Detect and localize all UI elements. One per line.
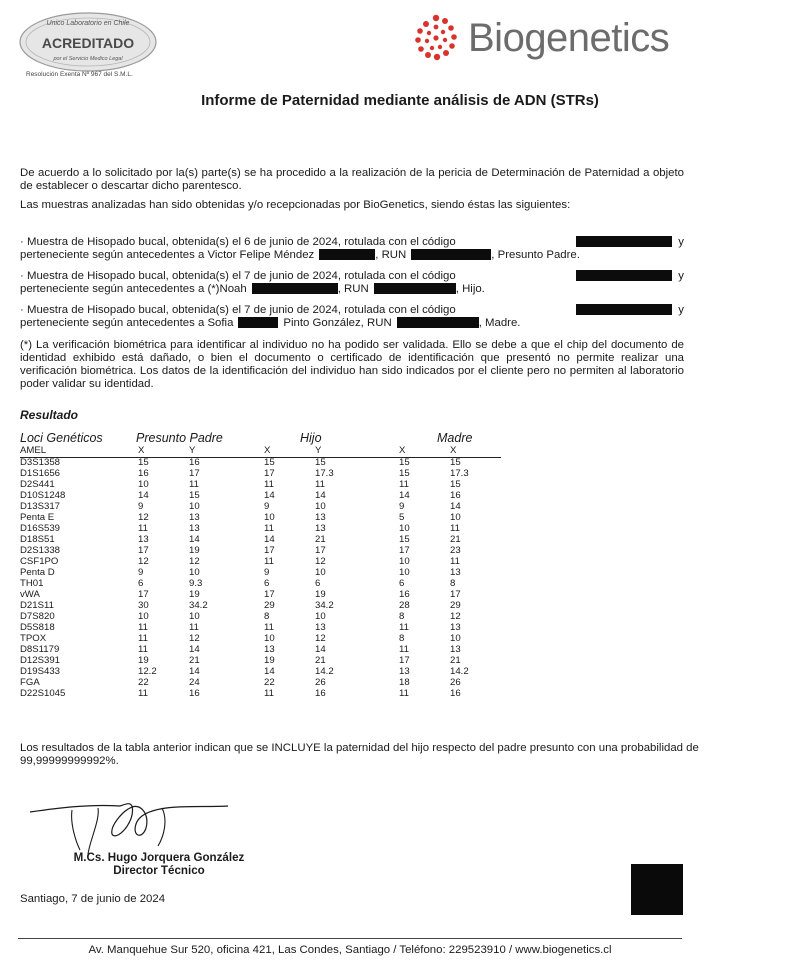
allele-value: 15 <box>450 479 461 491</box>
intro-paragraph-2: Las muestras analizadas han sido obtenidas y/o recepcionadas por BioGenetics, siendo éstas las siguientes: <box>20 199 571 211</box>
conclusion: Los resultados de la tabla anterior indican que se INCLUYE la paternidad del hijo respecto del padre presunto con una probabilidad de 99,99999999992%. <box>20 742 699 767</box>
allele-value: 14 <box>264 666 275 678</box>
brand-name: Biogenetics <box>468 16 670 60</box>
allele-value: 12 <box>450 611 461 623</box>
allele-value: 11 <box>450 556 460 568</box>
allele-value: 22 <box>138 677 149 689</box>
allele-label: Y <box>315 446 366 458</box>
sample-run: , RUN <box>337 283 369 295</box>
allele-value: 13 <box>450 644 461 656</box>
allele-value: 29 <box>264 600 275 612</box>
allele-value: 11 <box>264 479 274 491</box>
allele-value: 15 <box>264 457 275 469</box>
sample-role: , Madre. <box>478 317 521 329</box>
table-row <box>20 513 501 524</box>
allele-value: 14 <box>450 501 461 513</box>
allele-value: 11 <box>138 688 148 700</box>
allele-value: 19 <box>189 589 200 601</box>
table-row <box>20 524 501 535</box>
allele-value: 6 <box>264 578 270 590</box>
locus-name: D13S317 <box>20 501 61 513</box>
allele-value: 28 <box>399 600 410 612</box>
allele-value: 14.2 <box>450 666 469 678</box>
allele-value: 34.2 <box>315 600 334 612</box>
results-label: Resultado <box>20 408 79 422</box>
allele-value: 16 <box>189 457 200 469</box>
allele-label: X <box>264 446 315 458</box>
allele-value: 11 <box>264 523 274 535</box>
allele-value: 14.2 <box>315 666 334 678</box>
allele-value: 14 <box>138 490 149 502</box>
allele-value: 15 <box>315 457 326 469</box>
allele-value: 26 <box>315 677 326 689</box>
allele-value: 10 <box>399 556 410 568</box>
allele-value: 11 <box>399 688 409 700</box>
locus-name: FGA <box>20 677 40 689</box>
locus-name: TH01 <box>20 578 44 590</box>
locus-name: D22S1045 <box>20 688 66 700</box>
signature <box>28 790 248 860</box>
table-row <box>20 458 501 470</box>
group-header-father: Presunto Padre <box>136 431 223 445</box>
loci-table-body <box>20 446 501 700</box>
table-row <box>20 469 501 480</box>
redaction-box <box>238 317 278 328</box>
allele-value: 16 <box>399 589 410 601</box>
table-row <box>20 612 501 623</box>
allele-value: 10 <box>189 567 200 579</box>
table-row <box>20 579 501 590</box>
loci-table <box>20 446 501 700</box>
allele-value: 12 <box>138 556 149 568</box>
sample-holder: perteneciente según antecedentes a Sofia <box>20 317 234 329</box>
allele-value: 22 <box>264 677 275 689</box>
redaction-box <box>374 283 456 294</box>
allele-value: 10 <box>450 633 461 645</box>
allele-value: 9 <box>138 567 144 579</box>
allele-value: 10 <box>399 567 410 579</box>
sample-line: · Muestra de Hisopado bucal, obtenida(s) el 7 de junio de 2024, rotulada con el código <box>20 304 456 316</box>
redaction-box <box>411 249 491 260</box>
allele-value: 15 <box>138 457 149 469</box>
seal-top-text: Unico Laboratorio en Chile <box>46 20 130 27</box>
allele-value: 11 <box>399 622 409 634</box>
table-row <box>20 623 501 634</box>
allele-value: 21 <box>450 534 461 546</box>
accreditation-seal <box>18 10 163 80</box>
allele-value: 17.3 <box>450 468 469 480</box>
table-row <box>20 601 501 612</box>
locus-name: vWA <box>20 589 40 601</box>
allele-value: 13 <box>189 523 200 535</box>
table-row <box>20 557 501 568</box>
allele-value: 8 <box>450 578 456 590</box>
loci-header: Loci Genéticos <box>20 431 103 445</box>
seal-main-text: ACREDITADO <box>41 35 135 51</box>
table-row <box>20 645 501 656</box>
sample-item <box>20 304 684 330</box>
sample-holder: perteneciente según antecedentes a (*)Noah <box>20 283 247 295</box>
allele-value: 10 <box>264 633 275 645</box>
allele-value: 17 <box>189 468 200 480</box>
locus-name: D16S539 <box>20 523 61 535</box>
sample-line: · Muestra de Hisopado bucal, obtenida(s) el 6 de junio de 2024, rotulada con el código <box>20 236 456 248</box>
allele-value: 6 <box>399 578 405 590</box>
allele-value: 13 <box>138 534 149 546</box>
allele-value: 10 <box>264 512 275 524</box>
locus-name: D8S1179 <box>20 644 60 656</box>
allele-value: 23 <box>450 545 461 557</box>
table-row <box>20 590 501 601</box>
sample-run: , RUN <box>375 249 407 261</box>
allele-value: 13 <box>315 512 326 524</box>
allele-value: 6 <box>138 578 144 590</box>
allele-value: 34.2 <box>189 600 208 612</box>
allele-value: 19 <box>138 655 149 667</box>
locus-name: D18S51 <box>20 534 55 546</box>
allele-value: 14 <box>264 490 275 502</box>
allele-value: 11 <box>138 523 148 535</box>
allele-value: 11 <box>189 479 199 491</box>
allele-value: 9 <box>264 501 270 513</box>
seal-caption: Resolución Exenta Nº 967 del S.M.L. <box>26 71 133 78</box>
allele-value: 17 <box>399 545 410 557</box>
allele-value: 18 <box>399 677 410 689</box>
allele-value: 12 <box>315 633 326 645</box>
allele-value: 13 <box>315 523 326 535</box>
table-row <box>20 502 501 513</box>
allele-value: 12 <box>138 512 149 524</box>
locus-name: D12S391 <box>20 655 61 667</box>
allele-value: 13 <box>264 644 275 656</box>
footer-divider <box>18 938 682 939</box>
allele-value: 14 <box>399 490 410 502</box>
sample-line-end: y <box>678 304 684 316</box>
allele-value: 16 <box>450 490 461 502</box>
table-row <box>20 689 501 700</box>
allele-value: 26 <box>450 677 461 689</box>
allele-value: 14 <box>315 644 326 656</box>
sample-item <box>20 236 684 262</box>
allele-value: 16 <box>138 468 149 480</box>
allele-value: 10 <box>315 611 326 623</box>
allele-value: 12 <box>189 633 200 645</box>
table-row <box>20 446 501 458</box>
allele-value: 10 <box>450 512 461 524</box>
allele-value: 10 <box>138 479 149 491</box>
signer-name: M.Cs. Hugo Jorquera González <box>73 851 245 864</box>
allele-value: 8 <box>399 611 405 623</box>
locus-name: D19S433 <box>20 666 61 678</box>
allele-value: 17 <box>450 589 461 601</box>
allele-value: 15 <box>399 534 410 546</box>
locus-name: D10S1248 <box>20 490 66 502</box>
sample-role: , Presunto Padre. <box>491 249 580 261</box>
table-row <box>20 568 501 579</box>
allele-value: 11 <box>264 556 274 568</box>
allele-value: 10 <box>189 611 200 623</box>
locus-name: D5S818 <box>20 622 55 634</box>
allele-value: 19 <box>315 589 326 601</box>
redaction-box <box>397 317 479 328</box>
allele-value: 29 <box>450 600 461 612</box>
locus-name: Penta D <box>20 567 55 579</box>
allele-value: 15 <box>450 457 461 469</box>
locus-name: D3S1358 <box>20 457 61 469</box>
allele-value: 10 <box>315 501 326 513</box>
allele-value: 17 <box>315 545 326 557</box>
signer-title: Director Técnico <box>113 864 205 877</box>
allele-value: 9 <box>264 567 270 579</box>
locus-name: D21S11 <box>20 600 54 612</box>
allele-value: 16 <box>315 688 326 700</box>
allele-value: 5 <box>399 512 405 524</box>
allele-value: 16 <box>450 688 461 700</box>
redaction-box <box>252 283 338 294</box>
allele-value: 11 <box>189 622 199 634</box>
allele-value: 16 <box>189 688 200 700</box>
redaction-box <box>576 304 672 315</box>
allele-value: 11 <box>264 622 274 634</box>
table-row <box>20 546 501 557</box>
allele-value: 17 <box>264 545 275 557</box>
biometric-note: (*) La verificación biométrica para identificar al individuo no ha podido ser validada. Ello se debe a que el chip del documento de identidad exhibido está dañado, o bien el documento o certificado de identificación que presentó no permite realizar una verificación biométrica. Los datos de la identificación del individuo han sido indicados por el cliente pero no permiten al laboratorio poder validar su identidad. <box>20 339 684 390</box>
group-header-mother: Madre <box>437 431 473 445</box>
allele-value: 11 <box>315 479 325 491</box>
allele-value: 17 <box>399 655 410 667</box>
allele-value: 11 <box>399 479 409 491</box>
sample-line-end: y <box>678 236 684 248</box>
allele-value: 17 <box>264 468 275 480</box>
allele-value: 14 <box>189 534 200 546</box>
allele-value: 10 <box>315 567 326 579</box>
allele-value: 15 <box>189 490 200 502</box>
redaction-box <box>576 270 672 281</box>
locus-name: TPOX <box>20 633 47 645</box>
allele-value: 13 <box>189 512 200 524</box>
allele-value: 12 <box>189 556 200 568</box>
allele-value: 9.3 <box>189 578 203 590</box>
allele-value: 24 <box>189 677 200 689</box>
allele-value: 19 <box>264 655 275 667</box>
allele-value: 11 <box>264 688 274 700</box>
allele-value: 11 <box>138 633 148 645</box>
allele-value: 17 <box>264 589 275 601</box>
allele-value: 11 <box>450 523 460 535</box>
allele-value: 12 <box>315 556 326 568</box>
table-row <box>20 634 501 645</box>
allele-value: 14 <box>264 534 275 546</box>
allele-value: 21 <box>450 655 461 667</box>
locus-name: D2S441 <box>20 479 55 491</box>
seal-bottom-text: por el Servicio Medico Legal <box>53 56 123 62</box>
allele-value: 21 <box>315 655 326 667</box>
allele-value: 11 <box>399 644 409 656</box>
allele-value: 12.2 <box>138 666 157 678</box>
group-header-child: Hijo <box>300 431 322 445</box>
allele-label: X <box>450 446 501 458</box>
locus-name: CSF1PO <box>20 556 59 568</box>
allele-value: 15 <box>399 468 410 480</box>
allele-value: 11 <box>138 644 148 656</box>
allele-value: 11 <box>138 622 148 634</box>
allele-value: 13 <box>399 666 410 678</box>
report-title: Informe de Paternidad mediante análisis de ADN (STRs) <box>201 92 599 109</box>
allele-value: 9 <box>138 501 144 513</box>
allele-value: 6 <box>315 578 321 590</box>
allele-value: 17.3 <box>315 468 334 480</box>
allele-value: 8 <box>399 633 405 645</box>
allele-value: 17 <box>138 545 149 557</box>
table-row <box>20 491 501 502</box>
sample-line: · Muestra de Hisopado bucal, obtenida(s) el 7 de junio de 2024, rotulada con el código <box>20 270 456 282</box>
allele-value: 10 <box>399 523 410 535</box>
allele-value: 15 <box>399 457 410 469</box>
redaction-box <box>631 864 683 915</box>
sample-holder: perteneciente según antecedentes a Victor Felipe Méndez <box>20 249 315 261</box>
allele-label: Y <box>189 446 240 458</box>
allele-value: 14 <box>189 644 200 656</box>
locus-name: D2S1338 <box>20 545 61 557</box>
allele-value: 30 <box>138 600 149 612</box>
biogenetics-swirl-icon <box>410 12 462 64</box>
table-row <box>20 480 501 491</box>
allele-value: 14 <box>315 490 326 502</box>
allele-label: X <box>399 446 450 458</box>
footer-address: Av. Manquehue Sur 520, oficina 421, Las Condes, Santiago / Teléfono: 229523910 / www.biogenetics.cl <box>88 944 612 956</box>
allele-label: X <box>138 446 189 458</box>
locus-name: D7S820 <box>20 611 55 623</box>
intro-paragraph-1: De acuerdo a lo solicitado por la(s) parte(s) se ha procedido a la realización de la pericia de Determinación de Paternidad a objeto de establecer o descartar dicho parentesco. <box>20 167 684 192</box>
allele-value: 13 <box>450 567 461 579</box>
table-row <box>20 535 501 546</box>
sample-item <box>20 270 684 296</box>
allele-value: 21 <box>189 655 200 667</box>
table-row <box>20 656 501 667</box>
locus-name: AMEL <box>20 446 138 458</box>
allele-value: 17 <box>138 589 149 601</box>
allele-value: 13 <box>450 622 461 634</box>
allele-value: 9 <box>399 501 405 513</box>
locus-name: D1S1656 <box>20 468 61 480</box>
allele-value: 19 <box>189 545 200 557</box>
allele-value: 13 <box>315 622 326 634</box>
allele-value: 10 <box>189 501 200 513</box>
locus-name: Penta E <box>20 512 55 524</box>
table-row <box>20 678 501 689</box>
sample-run: Pinto González, RUN <box>283 317 392 329</box>
redaction-box <box>576 236 672 247</box>
allele-value: 21 <box>315 534 326 546</box>
biogenetics-logo <box>410 10 690 70</box>
allele-value: 10 <box>138 611 149 623</box>
signer-block <box>44 851 274 877</box>
sample-role: , Hijo. <box>455 283 485 295</box>
place-date: Santiago, 7 de junio de 2024 <box>20 893 166 905</box>
allele-value: 8 <box>264 611 270 623</box>
sample-line-end: y <box>678 270 684 282</box>
redaction-box <box>319 249 375 260</box>
allele-value: 14 <box>189 666 200 678</box>
table-row <box>20 667 501 678</box>
